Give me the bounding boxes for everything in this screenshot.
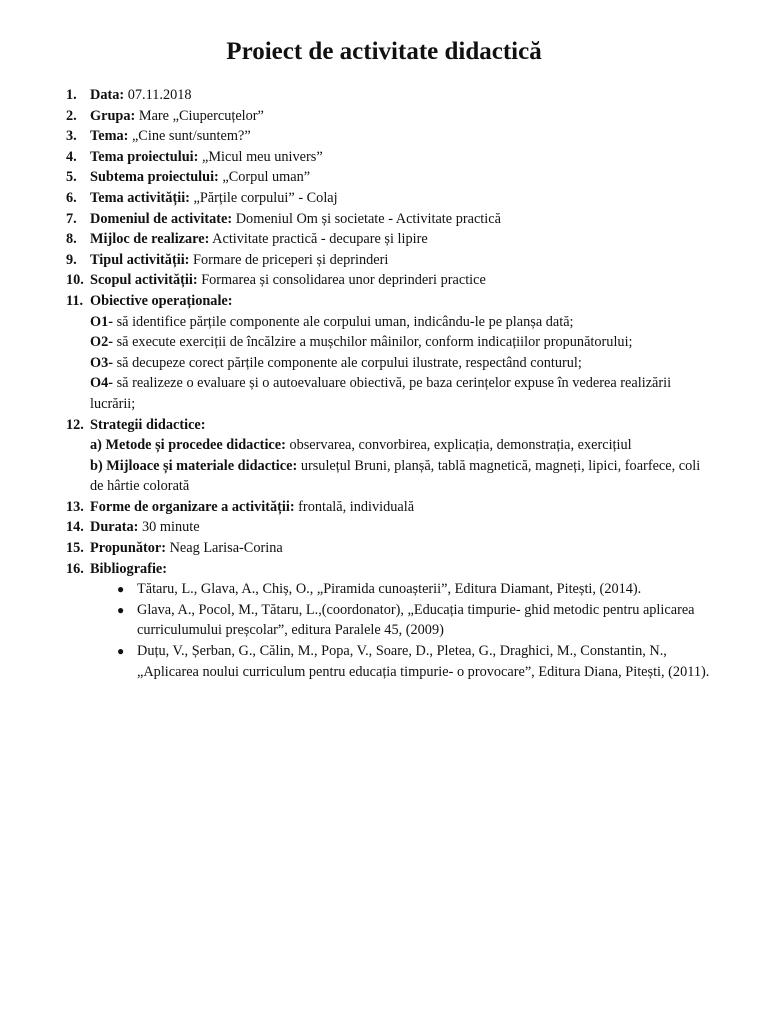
item-value: 30 minute — [138, 519, 200, 536]
list-item-proposer — [66, 538, 716, 559]
item-label: Data: — [90, 87, 125, 103]
item-label: Durata: — [90, 519, 139, 536]
list-item-activity-type — [66, 250, 716, 271]
objective-o2 — [66, 332, 716, 353]
list-item-duration — [66, 517, 716, 538]
item-value: Formarea și consolidarea unor deprinderi practice — [197, 272, 486, 289]
item-number: 12. — [66, 416, 84, 433]
strategy-label: b) Mijloace și materiale didactice: — [90, 457, 298, 474]
item-label: Strategii didactice: — [90, 416, 206, 433]
item-number: 16. — [66, 560, 84, 577]
list-item-organization — [66, 497, 716, 518]
item-label: Forme de organizare a activității: — [90, 498, 295, 515]
item-value: 07.11.2018 — [124, 87, 192, 103]
list-item-strategies — [66, 415, 716, 436]
strategy-means — [66, 456, 716, 497]
list-item-domain — [66, 209, 716, 230]
item-value: „Micul meu univers” — [198, 148, 323, 165]
item-number: 2. — [66, 107, 77, 124]
item-label: Subtema proiectului: — [90, 169, 219, 186]
project-list — [66, 85, 716, 682]
list-item-objectives — [66, 291, 716, 312]
item-value: Formare de priceperi și deprinderi — [189, 251, 389, 268]
bibliography-entry — [66, 600, 716, 641]
item-value: Neag Larisa-Corina — [166, 540, 283, 557]
list-item-activity-theme — [66, 188, 716, 209]
list-item-bibliography — [66, 559, 716, 580]
item-label: Tema proiectului: — [90, 148, 199, 165]
item-label: Tema activității: — [90, 189, 190, 206]
list-item-means — [66, 229, 716, 250]
objective-text: să realizeze o evaluare și o autoevaluare obiectivă, pe baza cerințelor expuse în vederea realizării lucrării; — [90, 375, 672, 412]
item-number: 7. — [66, 210, 77, 227]
bullet-icon: ● — [117, 602, 125, 617]
item-number: 1. — [66, 87, 77, 103]
objective-code: O2- — [90, 334, 114, 351]
item-label: Scopul activității: — [90, 272, 198, 289]
bullet-icon: ● — [117, 582, 125, 597]
item-number: 10. — [66, 272, 84, 289]
strategy-label: a) Metode și procedee didactice: — [90, 437, 286, 454]
item-number: 13. — [66, 498, 84, 515]
objective-o1 — [66, 312, 716, 333]
item-value: „Cine sunt/suntem?” — [128, 128, 251, 145]
document-title: Proiect de activitate didactică — [226, 38, 542, 65]
item-value: „Corpul uman” — [218, 169, 311, 186]
item-label: Tipul activității: — [90, 251, 190, 268]
objective-code: O1- — [90, 313, 114, 330]
strategy-value: ursulețul Bruni, planșă, tablă magnetică, magneți, lipici, foarfece, coli de hârtie colorată — [90, 457, 701, 495]
objective-text: să decupeze corect părțile componente ale corpului ilustrate, respectând conturul; — [113, 354, 582, 371]
objective-text: să execute exerciții de încălzire a mușchilor mâinilor, conform indicațiilor propunătorului; — [113, 334, 633, 351]
bibliography-entry — [66, 641, 716, 682]
objective-code: O4- — [90, 375, 114, 392]
item-label: Tema: — [90, 128, 129, 145]
list-item-date — [66, 85, 716, 106]
list-item-group — [66, 106, 716, 127]
item-label: Domeniul de activitate: — [90, 210, 233, 227]
bibliography-text: Glava, A., Pocol, M., Tătaru, L.,(coordonator), „Educația timpurie- ghid metodic pentru aplicarea curriculumului preșcolar”, editura Paralele 45, (2009) — [137, 601, 695, 639]
item-number: 15. — [66, 540, 84, 557]
item-number: 8. — [66, 231, 77, 248]
objective-code: O3- — [90, 354, 114, 371]
item-value: „Părțile corpului” - Colaj — [189, 189, 338, 206]
item-value: Activitate practică - decupare și lipire — [209, 231, 428, 248]
item-number: 11. — [66, 292, 84, 309]
list-item-project-theme — [66, 147, 716, 168]
item-label: Bibliografie: — [90, 560, 168, 577]
item-value: Mare „Ciupercuțelor” — [135, 107, 264, 124]
objective-text: să identifice părțile componente ale corpului uman, indicându-le pe planșa dată; — [113, 313, 574, 330]
bullet-icon: ● — [117, 644, 125, 659]
item-number: 14. — [66, 519, 84, 536]
item-label: Obiective operaționale: — [90, 292, 233, 309]
list-item-project-subtheme — [66, 167, 716, 188]
list-item-theme — [66, 126, 716, 147]
item-label: Grupa: — [90, 107, 136, 124]
item-label: Mijloc de realizare: — [90, 231, 210, 248]
bibliography-text: Tătaru, L., Glava, A., Chiș, O., „Piramida cunoașterii”, Editura Diamant, Pitești, (2014). — [137, 581, 642, 598]
item-value: frontală, individuală — [294, 498, 415, 515]
item-value: Domeniul Om și societate - Activitate practică — [232, 210, 501, 227]
strategy-value: observarea, convorbirea, explicația, demonstrația, exercițiul — [285, 437, 632, 454]
objective-o3 — [66, 353, 716, 374]
item-number: 6. — [66, 189, 77, 206]
bibliography-entry — [66, 579, 716, 600]
item-number: 5. — [66, 169, 77, 186]
item-number: 9. — [66, 251, 77, 268]
item-number: 3. — [66, 128, 77, 145]
item-label: Propunător: — [90, 540, 166, 557]
item-number: 4. — [66, 148, 77, 165]
strategy-methods — [66, 435, 716, 456]
bibliography-list — [66, 579, 716, 682]
bibliography-text: Duțu, V., Șerban, G., Călin, M., Popa, V., Soare, D., Pletea, G., Draghici, M., Constantin, N., „Aplicarea noului curriculum pentru educația timpurie- o provocare”, Editura Diana, Pitești, (2011). — [137, 643, 710, 680]
objective-o4 — [66, 373, 716, 414]
list-item-purpose — [66, 270, 716, 291]
